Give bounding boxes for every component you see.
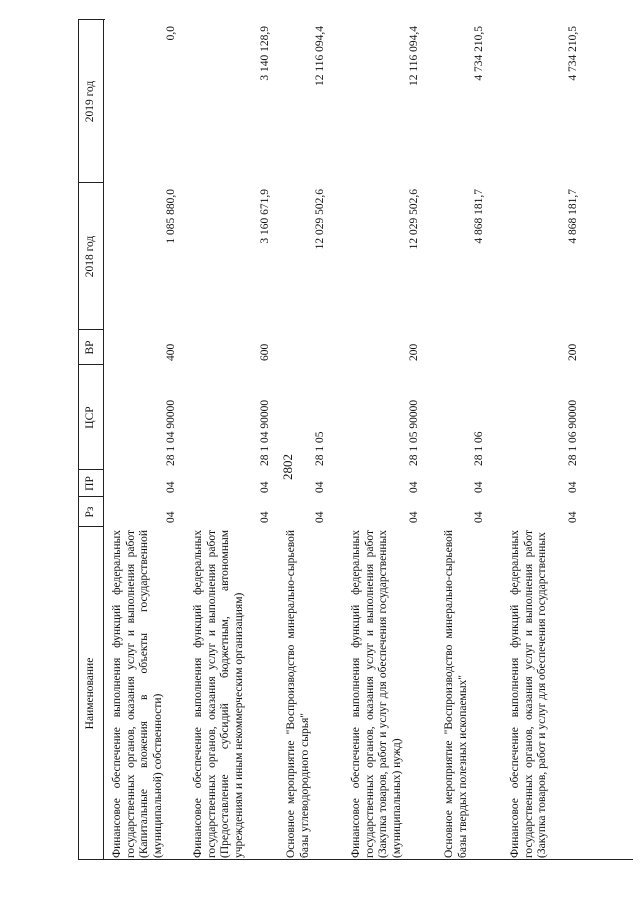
table-row-pr: 04	[473, 481, 485, 493]
table-row-2019: 4 734 210,5	[473, 26, 485, 81]
table-row-2018: 3 160 671,9	[259, 189, 271, 244]
table-row-2018: 1 085 880,0	[165, 189, 177, 244]
table-row-pr: 04	[314, 481, 326, 493]
table-row-rz: 04	[314, 511, 326, 523]
table-row-name: Финансовое обеспечение выполнения функций федеральных государственных органов, оказания услуг и выполнения работ (Предоставление субсидий бюджетным, автономным учреждениям и иным некоммерческим организациям)	[192, 530, 245, 858]
table-row-rz: 04	[473, 511, 485, 523]
table-row-2018: 12 029 502,6	[408, 189, 420, 250]
table-row-csr: 28 1 05 90000	[408, 399, 420, 466]
table-row-pr: 04	[408, 481, 420, 493]
header-2018: 2018 год	[83, 235, 96, 278]
table-row-2019: 4 734 210,5	[567, 26, 579, 81]
table-row-csr: 28 1 06 90000	[567, 399, 579, 466]
table-row-pr: 04	[567, 481, 579, 493]
table-row-name: Основное мероприятие "Воспроизводство минерально-сырьевой базы твердых полезных ископаемых"	[443, 530, 469, 858]
table-row-csr: 28 1 06	[473, 431, 485, 466]
table-row-csr: 28 1 04 90000	[165, 399, 177, 466]
header-name: Наименование	[83, 657, 96, 730]
table-row-pr: 04	[259, 481, 271, 493]
table-row-rz: 04	[567, 511, 579, 523]
table-row-2018: 12 029 502,6	[314, 189, 326, 250]
table-row-vr: 200	[567, 343, 579, 361]
table-row-2019: 0,0	[165, 26, 177, 41]
page-number: 2802	[280, 454, 295, 480]
header-rz: Рз	[83, 506, 96, 518]
header-bottom-border	[103, 20, 104, 860]
table-row-csr: 28 1 04 90000	[259, 399, 271, 466]
table-row-name: Финансовое обеспечение выполнения функций федеральных государственных органов, оказания услуг и выполнения работ (Капитальные вложения в объекты государственной (муниципальной) собственности)	[111, 530, 164, 858]
header-pr: ПР	[83, 476, 96, 491]
table-row-2018: 4 868 181,7	[473, 189, 485, 244]
table-row-name: Основное мероприятие "Воспроизводство минерально-сырьевой базы углеводородного сырья"	[285, 530, 311, 858]
table-row-2019: 12 116 094,4	[408, 26, 420, 86]
table-row-vr: 600	[259, 343, 271, 361]
table-row-vr: 200	[408, 343, 420, 361]
table-row-2019: 3 140 128,9	[259, 26, 271, 81]
budget-table	[78, 20, 633, 860]
header-vr: ВР	[83, 340, 96, 355]
table-row-name: Финансовое обеспечение выполнения функций федеральных государственных органов, оказания услуг и выполнения работ (Закупка товаров, работ и услуг для обеспечения государственных	[509, 530, 548, 858]
table-row-pr: 04	[165, 481, 177, 493]
table-row-rz: 04	[408, 511, 420, 523]
header-csr: ЦСР	[83, 406, 96, 429]
table-row-rz: 04	[259, 511, 271, 523]
table-row-vr: 400	[165, 343, 177, 361]
table-row-2018: 4 868 181,7	[567, 189, 579, 244]
header-2019: 2019 год	[83, 80, 96, 123]
table-row-2019: 12 116 094,4	[314, 26, 326, 86]
table-row-rz: 04	[165, 511, 177, 523]
table-row-csr: 28 1 05	[314, 431, 326, 466]
table-row-name: Финансовое обеспечение выполнения функций федеральных государственных органов, оказания услуг и выполнения работ (Закупка товаров, работ и услуг для обеспечения государственных (муниципальных) нужд)	[350, 530, 403, 858]
